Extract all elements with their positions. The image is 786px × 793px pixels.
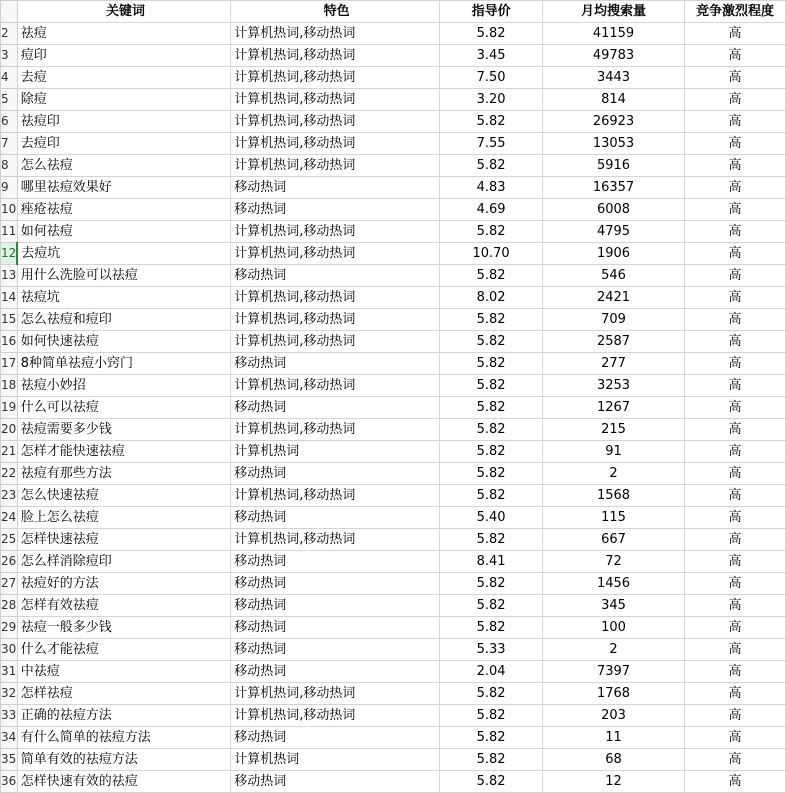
table-row[interactable]: [1, 441, 786, 463]
competition-cell[interactable]: 高: [684, 551, 785, 573]
monthly-searches-cell[interactable]: 1906: [543, 243, 685, 265]
keyword-cell[interactable]: 祛痘小妙招: [17, 375, 230, 397]
keyword-cell[interactable]: 怎么快速祛痘: [17, 485, 230, 507]
price-cell[interactable]: 5.82: [440, 573, 543, 595]
keyword-cell[interactable]: 怎样快速祛痘: [17, 529, 230, 551]
monthly-searches-cell[interactable]: 546: [543, 265, 685, 287]
keyword-cell[interactable]: 怎样快速有效的祛痘: [17, 771, 230, 793]
feature-cell[interactable]: 移动热词: [231, 639, 440, 661]
feature-cell[interactable]: 计算机热词,移动热词: [231, 67, 440, 89]
header-row: [1, 1, 786, 23]
keyword-cell[interactable]: 祛痘: [17, 23, 230, 45]
price-cell[interactable]: 3.45: [440, 45, 543, 67]
column-header-price[interactable]: 指导价: [440, 1, 543, 23]
price-cell[interactable]: 5.82: [440, 397, 543, 419]
row-number[interactable]: 29: [1, 617, 18, 639]
table-row[interactable]: [1, 133, 786, 155]
price-cell[interactable]: 5.82: [440, 309, 543, 331]
column-header-keyword[interactable]: 关键词: [17, 1, 230, 23]
monthly-searches-cell[interactable]: 41159: [543, 23, 685, 45]
price-cell[interactable]: 8.02: [440, 287, 543, 309]
row-number[interactable]: 31: [1, 661, 18, 683]
competition-cell[interactable]: 高: [684, 331, 785, 353]
keyword-cell[interactable]: 怎么祛痘和痘印: [17, 309, 230, 331]
monthly-searches-cell[interactable]: 11: [543, 727, 685, 749]
competition-cell[interactable]: 高: [684, 727, 785, 749]
monthly-searches-cell[interactable]: 2: [543, 639, 685, 661]
table-row[interactable]: [1, 353, 786, 375]
keyword-cell[interactable]: 什么才能祛痘: [17, 639, 230, 661]
row-number[interactable]: 30: [1, 639, 18, 661]
table-row[interactable]: [1, 771, 786, 793]
feature-cell[interactable]: 移动热词: [231, 595, 440, 617]
competition-cell[interactable]: 高: [684, 441, 785, 463]
feature-cell[interactable]: 移动热词: [231, 397, 440, 419]
monthly-searches-cell[interactable]: 1568: [543, 485, 685, 507]
monthly-searches-cell[interactable]: 709: [543, 309, 685, 331]
competition-cell[interactable]: 高: [684, 463, 785, 485]
competition-cell[interactable]: 高: [684, 309, 785, 331]
keyword-cell[interactable]: 祛痘一般多少钱: [17, 617, 230, 639]
feature-cell[interactable]: 移动热词: [231, 573, 440, 595]
monthly-searches-cell[interactable]: 12: [543, 771, 685, 793]
keyword-cell[interactable]: 怎么祛痘: [17, 155, 230, 177]
row-number[interactable]: 25: [1, 529, 18, 551]
keyword-cell[interactable]: 祛痘需要多少钱: [17, 419, 230, 441]
price-cell[interactable]: 5.82: [440, 221, 543, 243]
keyword-cell[interactable]: 如何快速祛痘: [17, 331, 230, 353]
competition-cell[interactable]: 高: [684, 243, 785, 265]
keyword-cell[interactable]: 怎样祛痘: [17, 683, 230, 705]
table-row[interactable]: [1, 177, 786, 199]
monthly-searches-cell[interactable]: 2421: [543, 287, 685, 309]
monthly-searches-cell[interactable]: 13053: [543, 133, 685, 155]
row-number[interactable]: 35: [1, 749, 18, 771]
competition-cell[interactable]: 高: [684, 23, 785, 45]
feature-cell[interactable]: 移动热词: [231, 265, 440, 287]
monthly-searches-cell[interactable]: 277: [543, 353, 685, 375]
feature-cell[interactable]: 移动热词: [231, 177, 440, 199]
row-number[interactable]: 3: [1, 45, 18, 67]
row-number[interactable]: 36: [1, 771, 18, 793]
competition-cell[interactable]: 高: [684, 617, 785, 639]
table-row[interactable]: [1, 23, 786, 45]
feature-cell[interactable]: 计算机热词,移动热词: [231, 23, 440, 45]
competition-cell[interactable]: 高: [684, 419, 785, 441]
keyword-cell[interactable]: 祛痘好的方法: [17, 573, 230, 595]
keyword-cell[interactable]: 如何祛痘: [17, 221, 230, 243]
row-number[interactable]: 20: [1, 419, 18, 441]
price-cell[interactable]: 5.82: [440, 375, 543, 397]
table-row[interactable]: [1, 683, 786, 705]
competition-cell[interactable]: 高: [684, 67, 785, 89]
monthly-searches-cell[interactable]: 1456: [543, 573, 685, 595]
row-number[interactable]: 12: [1, 243, 18, 265]
table-row[interactable]: [1, 397, 786, 419]
table-row[interactable]: [1, 375, 786, 397]
price-cell[interactable]: 5.82: [440, 529, 543, 551]
price-cell[interactable]: 10.70: [440, 243, 543, 265]
keyword-cell[interactable]: 怎样才能快速祛痘: [17, 441, 230, 463]
monthly-searches-cell[interactable]: 203: [543, 705, 685, 727]
keyword-cell[interactable]: 痘印: [17, 45, 230, 67]
monthly-searches-cell[interactable]: 215: [543, 419, 685, 441]
feature-cell[interactable]: 计算机热词,移动热词: [231, 221, 440, 243]
monthly-searches-cell[interactable]: 5916: [543, 155, 685, 177]
price-cell[interactable]: 5.82: [440, 265, 543, 287]
table-row[interactable]: [1, 89, 786, 111]
keyword-cell[interactable]: 正确的祛痘方法: [17, 705, 230, 727]
competition-cell[interactable]: 高: [684, 89, 785, 111]
row-number[interactable]: 26: [1, 551, 18, 573]
monthly-searches-cell[interactable]: 68: [543, 749, 685, 771]
row-number[interactable]: 22: [1, 463, 18, 485]
competition-cell[interactable]: 高: [684, 397, 785, 419]
competition-cell[interactable]: 高: [684, 529, 785, 551]
table-row[interactable]: [1, 199, 786, 221]
price-cell[interactable]: 5.33: [440, 639, 543, 661]
row-number[interactable]: 13: [1, 265, 18, 287]
price-cell[interactable]: 5.82: [440, 749, 543, 771]
feature-cell[interactable]: 计算机热词,移动热词: [231, 155, 440, 177]
feature-cell[interactable]: 计算机热词,移动热词: [231, 287, 440, 309]
feature-cell[interactable]: 计算机热词,移动热词: [231, 111, 440, 133]
table-row[interactable]: [1, 617, 786, 639]
table-row[interactable]: [1, 727, 786, 749]
feature-cell[interactable]: 计算机热词,移动热词: [231, 45, 440, 67]
price-cell[interactable]: 5.82: [440, 441, 543, 463]
competition-cell[interactable]: 高: [684, 287, 785, 309]
price-cell[interactable]: 5.82: [440, 353, 543, 375]
row-number[interactable]: 4: [1, 67, 18, 89]
table-row[interactable]: [1, 419, 786, 441]
feature-cell[interactable]: 移动热词: [231, 727, 440, 749]
monthly-searches-cell[interactable]: 3253: [543, 375, 685, 397]
row-number[interactable]: 27: [1, 573, 18, 595]
price-cell[interactable]: 5.82: [440, 419, 543, 441]
monthly-searches-cell[interactable]: 16357: [543, 177, 685, 199]
monthly-searches-cell[interactable]: 6008: [543, 199, 685, 221]
price-cell[interactable]: 5.82: [440, 485, 543, 507]
feature-cell[interactable]: 移动热词: [231, 661, 440, 683]
row-number[interactable]: 33: [1, 705, 18, 727]
table-row[interactable]: [1, 265, 786, 287]
competition-cell[interactable]: 高: [684, 507, 785, 529]
price-cell[interactable]: 5.82: [440, 595, 543, 617]
feature-cell[interactable]: 移动热词: [231, 353, 440, 375]
feature-cell[interactable]: 计算机热词,移动热词: [231, 529, 440, 551]
keyword-cell[interactable]: 8种简单祛痘小窍门: [17, 353, 230, 375]
competition-cell[interactable]: 高: [684, 771, 785, 793]
monthly-searches-cell[interactable]: 7397: [543, 661, 685, 683]
row-number[interactable]: 15: [1, 309, 18, 331]
monthly-searches-cell[interactable]: 26923: [543, 111, 685, 133]
table-row[interactable]: [1, 331, 786, 353]
competition-cell[interactable]: 高: [684, 573, 785, 595]
keyword-cell[interactable]: 有什么简单的祛痘方法: [17, 727, 230, 749]
keyword-cell[interactable]: 简单有效的祛痘方法: [17, 749, 230, 771]
table-row[interactable]: [1, 573, 786, 595]
row-number[interactable]: 18: [1, 375, 18, 397]
feature-cell[interactable]: 移动热词: [231, 463, 440, 485]
column-header-competition[interactable]: 竞争激烈程度: [684, 1, 785, 23]
table-row[interactable]: [1, 287, 786, 309]
competition-cell[interactable]: 高: [684, 683, 785, 705]
monthly-searches-cell[interactable]: 100: [543, 617, 685, 639]
monthly-searches-cell[interactable]: 814: [543, 89, 685, 111]
row-number[interactable]: 32: [1, 683, 18, 705]
monthly-searches-cell[interactable]: 1768: [543, 683, 685, 705]
table-row[interactable]: [1, 221, 786, 243]
keyword-cell[interactable]: 去痘坑: [17, 243, 230, 265]
column-header-monthly-searches[interactable]: 月均搜索量: [543, 1, 685, 23]
table-row[interactable]: [1, 485, 786, 507]
row-number[interactable]: 10: [1, 199, 18, 221]
feature-cell[interactable]: 计算机热词,移动热词: [231, 331, 440, 353]
monthly-searches-cell[interactable]: 4795: [543, 221, 685, 243]
table-row[interactable]: [1, 749, 786, 771]
feature-cell[interactable]: 计算机热词,移动热词: [231, 133, 440, 155]
keyword-cell[interactable]: 用什么洗脸可以祛痘: [17, 265, 230, 287]
keyword-cell[interactable]: 痤疮祛痘: [17, 199, 230, 221]
row-number[interactable]: 5: [1, 89, 18, 111]
table-row[interactable]: [1, 111, 786, 133]
competition-cell[interactable]: 高: [684, 749, 785, 771]
row-number[interactable]: 9: [1, 177, 18, 199]
row-number[interactable]: 6: [1, 111, 18, 133]
competition-cell[interactable]: 高: [684, 221, 785, 243]
row-number[interactable]: 28: [1, 595, 18, 617]
monthly-searches-cell[interactable]: 72: [543, 551, 685, 573]
price-cell[interactable]: 7.55: [440, 133, 543, 155]
price-cell[interactable]: 5.40: [440, 507, 543, 529]
keyword-cell[interactable]: 祛痘印: [17, 111, 230, 133]
monthly-searches-cell[interactable]: 667: [543, 529, 685, 551]
monthly-searches-cell[interactable]: 2587: [543, 331, 685, 353]
feature-cell[interactable]: 计算机热词,移动热词: [231, 705, 440, 727]
table-row[interactable]: [1, 529, 786, 551]
competition-cell[interactable]: 高: [684, 111, 785, 133]
table-row[interactable]: [1, 507, 786, 529]
competition-cell[interactable]: 高: [684, 705, 785, 727]
price-cell[interactable]: 5.82: [440, 705, 543, 727]
feature-cell[interactable]: 计算机热词: [231, 441, 440, 463]
competition-cell[interactable]: 高: [684, 661, 785, 683]
keyword-cell[interactable]: 祛痘有那些方法: [17, 463, 230, 485]
row-number[interactable]: 21: [1, 441, 18, 463]
keyword-cell[interactable]: 怎样有效祛痘: [17, 595, 230, 617]
row-number[interactable]: 8: [1, 155, 18, 177]
table-row[interactable]: [1, 67, 786, 89]
price-cell[interactable]: 5.82: [440, 727, 543, 749]
price-cell[interactable]: 2.04: [440, 661, 543, 683]
price-cell[interactable]: 8.41: [440, 551, 543, 573]
monthly-searches-cell[interactable]: 345: [543, 595, 685, 617]
keyword-cell[interactable]: 除痘: [17, 89, 230, 111]
price-cell[interactable]: 5.82: [440, 463, 543, 485]
feature-cell[interactable]: 计算机热词,移动热词: [231, 485, 440, 507]
feature-cell[interactable]: 计算机热词,移动热词: [231, 309, 440, 331]
price-cell[interactable]: 5.82: [440, 683, 543, 705]
competition-cell[interactable]: 高: [684, 199, 785, 221]
competition-cell[interactable]: 高: [684, 265, 785, 287]
price-cell[interactable]: 5.82: [440, 23, 543, 45]
feature-cell[interactable]: 移动热词: [231, 199, 440, 221]
price-cell[interactable]: 5.82: [440, 771, 543, 793]
table-row[interactable]: [1, 243, 786, 265]
table-row[interactable]: [1, 595, 786, 617]
competition-cell[interactable]: 高: [684, 353, 785, 375]
price-cell[interactable]: 5.82: [440, 111, 543, 133]
monthly-searches-cell[interactable]: 115: [543, 507, 685, 529]
price-cell[interactable]: 7.50: [440, 67, 543, 89]
feature-cell[interactable]: 计算机热词,移动热词: [231, 243, 440, 265]
feature-cell[interactable]: 移动热词: [231, 617, 440, 639]
row-number[interactable]: 7: [1, 133, 18, 155]
feature-cell[interactable]: 计算机热词,移动热词: [231, 419, 440, 441]
row-number[interactable]: 17: [1, 353, 18, 375]
table-row[interactable]: [1, 309, 786, 331]
table-row[interactable]: [1, 463, 786, 485]
keyword-cell[interactable]: 中祛痘: [17, 661, 230, 683]
row-number[interactable]: 14: [1, 287, 18, 309]
table-row[interactable]: [1, 705, 786, 727]
competition-cell[interactable]: 高: [684, 485, 785, 507]
monthly-searches-cell[interactable]: 1267: [543, 397, 685, 419]
row-number[interactable]: 19: [1, 397, 18, 419]
competition-cell[interactable]: 高: [684, 45, 785, 67]
price-cell[interactable]: 4.83: [440, 177, 543, 199]
price-cell[interactable]: 4.69: [440, 199, 543, 221]
table-row[interactable]: [1, 551, 786, 573]
feature-cell[interactable]: 移动热词: [231, 771, 440, 793]
competition-cell[interactable]: 高: [684, 639, 785, 661]
feature-cell[interactable]: 移动热词: [231, 551, 440, 573]
row-number[interactable]: 34: [1, 727, 18, 749]
column-header-feature[interactable]: 特色: [231, 1, 440, 23]
monthly-searches-cell[interactable]: 3443: [543, 67, 685, 89]
feature-cell[interactable]: 计算机热词,移动热词: [231, 375, 440, 397]
price-cell[interactable]: 5.82: [440, 155, 543, 177]
keyword-cell[interactable]: 脸上怎么祛痘: [17, 507, 230, 529]
price-cell[interactable]: 5.82: [440, 331, 543, 353]
competition-cell[interactable]: 高: [684, 155, 785, 177]
table-row[interactable]: [1, 639, 786, 661]
feature-cell[interactable]: 移动热词: [231, 507, 440, 529]
table-row[interactable]: [1, 661, 786, 683]
price-cell[interactable]: 3.20: [440, 89, 543, 111]
keyword-cell[interactable]: 哪里祛痘效果好: [17, 177, 230, 199]
keyword-cell[interactable]: 什么可以祛痘: [17, 397, 230, 419]
competition-cell[interactable]: 高: [684, 375, 785, 397]
feature-cell[interactable]: 计算机热词: [231, 749, 440, 771]
monthly-searches-cell[interactable]: 91: [543, 441, 685, 463]
feature-cell[interactable]: 计算机热词,移动热词: [231, 89, 440, 111]
row-number[interactable]: 23: [1, 485, 18, 507]
row-number[interactable]: 24: [1, 507, 18, 529]
row-number-header[interactable]: [1, 1, 18, 23]
keyword-cell[interactable]: 祛痘坑: [17, 287, 230, 309]
row-number[interactable]: 2: [1, 23, 18, 45]
monthly-searches-cell[interactable]: 2: [543, 463, 685, 485]
competition-cell[interactable]: 高: [684, 133, 785, 155]
monthly-searches-cell[interactable]: 49783: [543, 45, 685, 67]
competition-cell[interactable]: 高: [684, 595, 785, 617]
price-cell[interactable]: 5.82: [440, 617, 543, 639]
competition-cell[interactable]: 高: [684, 177, 785, 199]
row-number[interactable]: 16: [1, 331, 18, 353]
table-row[interactable]: [1, 155, 786, 177]
keyword-cell[interactable]: 怎么样消除痘印: [17, 551, 230, 573]
keyword-cell[interactable]: 去痘: [17, 67, 230, 89]
feature-cell[interactable]: 计算机热词,移动热词: [231, 683, 440, 705]
keyword-cell[interactable]: 去痘印: [17, 133, 230, 155]
row-number[interactable]: 11: [1, 221, 18, 243]
table-row[interactable]: [1, 45, 786, 67]
